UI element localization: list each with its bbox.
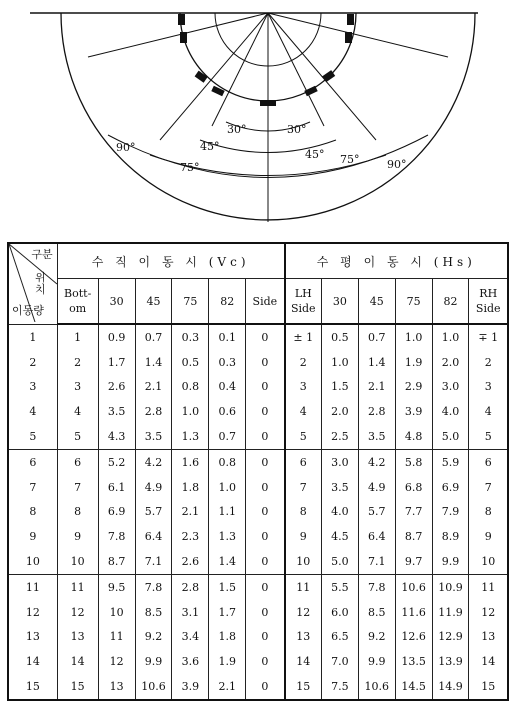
- table-cell: 6: [57, 449, 98, 474]
- table-cell: 0: [246, 674, 285, 700]
- table-cell: 7.5: [321, 674, 358, 700]
- table-cell: 0.7: [135, 324, 172, 350]
- table-cell: 13: [469, 625, 508, 650]
- table-cell: 3.5: [135, 424, 172, 449]
- table-cell: 8.7: [98, 549, 135, 574]
- table-cell: ∓ 1: [469, 324, 508, 350]
- table-cell: 9: [57, 524, 98, 549]
- table-cell: 14: [285, 649, 322, 674]
- table-cell: 6.5: [321, 625, 358, 650]
- row-displacement-cell: 2: [8, 350, 57, 375]
- table-cell: 12.9: [432, 625, 469, 650]
- table-cell: 1.9: [395, 350, 432, 375]
- column-header: Side: [246, 279, 285, 325]
- table-cell: 9.7: [395, 549, 432, 574]
- table-cell: 8.7: [395, 524, 432, 549]
- table-cell: 2.8: [358, 399, 395, 424]
- table-cell: 14: [57, 649, 98, 674]
- table-cell: 11.9: [432, 600, 469, 625]
- table-cell: 7.8: [135, 574, 172, 599]
- table-cell: 2.1: [358, 375, 395, 400]
- table-cell: 7.0: [321, 649, 358, 674]
- table-cell: 2.6: [98, 375, 135, 400]
- table-cell: 6.4: [358, 524, 395, 549]
- table-cell: 1.0: [209, 475, 246, 500]
- table-cell: 1.1: [209, 500, 246, 525]
- table-cell: 10: [57, 549, 98, 574]
- table-cell: 13.9: [432, 649, 469, 674]
- table-cell: 2.3: [172, 524, 209, 549]
- table-cell: 7: [57, 475, 98, 500]
- table-row: [8, 324, 508, 350]
- table-row: [8, 350, 508, 375]
- row-displacement-cell: 11: [8, 574, 57, 599]
- table-cell: 5: [469, 424, 508, 449]
- table-cell: 15: [469, 674, 508, 700]
- row-displacement-cell: 14: [8, 649, 57, 674]
- table-cell: 12: [285, 600, 322, 625]
- table-cell: 2.8: [135, 399, 172, 424]
- row-displacement-cell: 10: [8, 549, 57, 574]
- table-cell: 7: [469, 475, 508, 500]
- table-cell: 5: [57, 424, 98, 449]
- table-cell: 7.8: [98, 524, 135, 549]
- table-row: [8, 399, 508, 424]
- table-cell: 9.9: [135, 649, 172, 674]
- table-cell: 8.5: [358, 600, 395, 625]
- angle-label-far-left: 90°: [116, 141, 136, 154]
- column-header: 30: [98, 279, 135, 325]
- table-cell: 12.6: [395, 625, 432, 650]
- table-cell: 1.4: [209, 549, 246, 574]
- table-cell: 14: [469, 649, 508, 674]
- table-cell: 10.6: [395, 574, 432, 599]
- table-row: [8, 674, 508, 700]
- table-cell: 4: [285, 399, 322, 424]
- row-displacement-cell: 1: [8, 324, 57, 350]
- table-cell: 8: [469, 500, 508, 525]
- table-cell: 1.0: [395, 324, 432, 350]
- table-cell: 0.7: [358, 324, 395, 350]
- table-cell: 3.0: [321, 449, 358, 474]
- table-cell: 6.0: [321, 600, 358, 625]
- table-cell: 0: [246, 375, 285, 400]
- table-cell: 14.5: [395, 674, 432, 700]
- table-cell: 8: [57, 500, 98, 525]
- table-cell: 6.1: [98, 475, 135, 500]
- table-cell: 10: [98, 600, 135, 625]
- table-cell: 12: [469, 600, 508, 625]
- table-cell: 15: [285, 674, 322, 700]
- table-cell: 3: [469, 375, 508, 400]
- table-cell: 11: [469, 574, 508, 599]
- table-cell: 14.9: [432, 674, 469, 700]
- corner-label-position: 위 치: [35, 271, 46, 296]
- table-cell: 1.8: [172, 475, 209, 500]
- table-cell: 11: [57, 574, 98, 599]
- row-displacement-cell: 5: [8, 424, 57, 449]
- table-cell: 7.1: [358, 549, 395, 574]
- angle-label-mid-right: 45°: [305, 148, 325, 161]
- table-cell: 4.9: [358, 475, 395, 500]
- table-cell: 3.9: [172, 674, 209, 700]
- table-cell: 6.9: [98, 500, 135, 525]
- table-cell: 1.0: [432, 324, 469, 350]
- table-cell: 10: [285, 549, 322, 574]
- table-cell: 1.5: [321, 375, 358, 400]
- table-cell: 3.5: [321, 475, 358, 500]
- table-cell: 4.5: [321, 524, 358, 549]
- table-cell: 6: [469, 449, 508, 474]
- table-cell: 4.0: [321, 500, 358, 525]
- table-cell: 8.9: [432, 524, 469, 549]
- table-cell: 5.5: [321, 574, 358, 599]
- column-header: Bott- om: [57, 279, 98, 325]
- table-cell: 9.5: [98, 574, 135, 599]
- table-cell: 11: [285, 574, 322, 599]
- table-cell: 4.0: [432, 399, 469, 424]
- table-cell: 5.0: [432, 424, 469, 449]
- corner-header-cell: [8, 243, 57, 324]
- table-cell: 9.2: [358, 625, 395, 650]
- table-cell: 7.7: [395, 500, 432, 525]
- angle-diagram: [0, 0, 516, 236]
- table-cell: 13.5: [395, 649, 432, 674]
- table-cell: 0: [246, 399, 285, 424]
- table-cell: 13: [98, 674, 135, 700]
- table-cell: 1.6: [172, 449, 209, 474]
- table-cell: 0.3: [172, 324, 209, 350]
- displacement-table: [7, 242, 509, 701]
- table-cell: 6: [285, 449, 322, 474]
- table-cell: 2: [469, 350, 508, 375]
- table-cell: 3.6: [172, 649, 209, 674]
- table-cell: 1.7: [209, 600, 246, 625]
- table-cell: 0: [246, 475, 285, 500]
- corner-label-displacement: 이동량: [12, 304, 44, 317]
- table-cell: 5: [285, 424, 322, 449]
- table-cell: 0: [246, 500, 285, 525]
- table-row: [8, 600, 508, 625]
- table-cell: 3.5: [98, 399, 135, 424]
- table-cell: 8: [285, 500, 322, 525]
- angle-label-inner-left: 30°: [227, 123, 247, 136]
- table-cell: 0.7: [209, 424, 246, 449]
- table-cell: 12: [57, 600, 98, 625]
- table-cell: 0.1: [209, 324, 246, 350]
- table-cell: 13: [57, 625, 98, 650]
- row-displacement-cell: 6: [8, 449, 57, 474]
- column-header: 30: [321, 279, 358, 325]
- column-header: RH Side: [469, 279, 508, 325]
- table-cell: 1.0: [172, 399, 209, 424]
- table-row: [8, 375, 508, 400]
- table-cell: 0.6: [209, 399, 246, 424]
- table-cell: 1.3: [172, 424, 209, 449]
- horizontal-section-title: 수 평 이 동 시 (Hs): [285, 243, 508, 279]
- table-cell: 1.4: [358, 350, 395, 375]
- row-displacement-cell: 3: [8, 375, 57, 400]
- table-cell: 2.0: [432, 350, 469, 375]
- angle-label-outer-left: 75°: [180, 161, 200, 174]
- table-cell: 12: [98, 649, 135, 674]
- table-cell: 0: [246, 600, 285, 625]
- table-cell: 2.1: [135, 375, 172, 400]
- table-cell: 0: [246, 350, 285, 375]
- table-cell: 10.6: [358, 674, 395, 700]
- table-cell: 1.7: [98, 350, 135, 375]
- table-cell: 0: [246, 574, 285, 599]
- angle-label-mid-left: 45°: [200, 140, 220, 153]
- table-cell: 4: [57, 399, 98, 424]
- table-cell: 5.7: [135, 500, 172, 525]
- table-cell: 0.4: [209, 375, 246, 400]
- table-cell: 0: [246, 649, 285, 674]
- table-cell: 4: [469, 399, 508, 424]
- column-header: 82: [209, 279, 246, 325]
- table-cell: 6.4: [135, 524, 172, 549]
- table-cell: 10.9: [432, 574, 469, 599]
- table-cell: 6.9: [432, 475, 469, 500]
- table-cell: 9.2: [135, 625, 172, 650]
- table-cell: 3: [285, 375, 322, 400]
- table-cell: 10.6: [135, 674, 172, 700]
- table-cell: 7.8: [358, 574, 395, 599]
- table-cell: 5.2: [98, 449, 135, 474]
- column-header: 82: [432, 279, 469, 325]
- table-cell: 1.9: [209, 649, 246, 674]
- table-row: [8, 549, 508, 574]
- table-cell: 4.9: [135, 475, 172, 500]
- table-cell: 5.9: [432, 449, 469, 474]
- table-cell: 3: [57, 375, 98, 400]
- column-header: 75: [172, 279, 209, 325]
- table-cell: 3.9: [395, 399, 432, 424]
- table-row: [8, 475, 508, 500]
- table-cell: 3.1: [172, 600, 209, 625]
- table-cell: 1.3: [209, 524, 246, 549]
- row-displacement-cell: 7: [8, 475, 57, 500]
- angle-label-outer-right: 75°: [340, 153, 360, 166]
- row-displacement-cell: 4: [8, 399, 57, 424]
- table-row: [8, 524, 508, 549]
- table-cell: 0.5: [321, 324, 358, 350]
- table-cell: 5.8: [395, 449, 432, 474]
- table-row: [8, 649, 508, 674]
- table-cell: 10: [469, 549, 508, 574]
- table-cell: 7: [285, 475, 322, 500]
- table-cell: 9: [285, 524, 322, 549]
- table-cell: 0: [246, 324, 285, 350]
- row-displacement-cell: 13: [8, 625, 57, 650]
- table-cell: 4.2: [358, 449, 395, 474]
- table-cell: 4.8: [395, 424, 432, 449]
- table-cell: 7.9: [432, 500, 469, 525]
- table-cell: 0.8: [172, 375, 209, 400]
- table-cell: 2: [57, 350, 98, 375]
- table-body: [8, 324, 508, 700]
- angle-label-inner-right: 30°: [287, 123, 307, 136]
- table-cell: 0: [246, 524, 285, 549]
- table-cell: 15: [57, 674, 98, 700]
- table-cell: 0: [246, 449, 285, 474]
- column-header: 45: [135, 279, 172, 325]
- table-cell: 4.3: [98, 424, 135, 449]
- table-cell: 2.6: [172, 549, 209, 574]
- corner-label-category: 구분: [31, 248, 53, 261]
- table-cell: 2.8: [172, 574, 209, 599]
- row-displacement-cell: 8: [8, 500, 57, 525]
- table-cell: 0: [246, 625, 285, 650]
- table-cell: 9.9: [358, 649, 395, 674]
- vertical-section-title: 수 직 이 동 시 (Vc): [57, 243, 284, 279]
- table-cell: 1.4: [135, 350, 172, 375]
- table-cell: 0: [246, 424, 285, 449]
- table-cell: 1.0: [321, 350, 358, 375]
- table-cell: ± 1: [285, 324, 322, 350]
- row-displacement-cell: 9: [8, 524, 57, 549]
- table-row: [8, 574, 508, 599]
- table-cell: 0.9: [98, 324, 135, 350]
- table-row: [8, 424, 508, 449]
- table-cell: 4.2: [135, 449, 172, 474]
- table-cell: 5.0: [321, 549, 358, 574]
- table-cell: 6.8: [395, 475, 432, 500]
- table-cell: 0.3: [209, 350, 246, 375]
- table-row: [8, 500, 508, 525]
- table-cell: 11: [98, 625, 135, 650]
- table-cell: 2.9: [395, 375, 432, 400]
- row-displacement-cell: 15: [8, 674, 57, 700]
- row-displacement-cell: 12: [8, 600, 57, 625]
- table-cell: 3.4: [172, 625, 209, 650]
- table-cell: 3.5: [358, 424, 395, 449]
- table-cell: 1: [57, 324, 98, 350]
- table-cell: 3.0: [432, 375, 469, 400]
- table-row: [8, 625, 508, 650]
- table-row: [8, 449, 508, 474]
- angle-label-far-right: 90°: [387, 158, 407, 171]
- column-header: 45: [358, 279, 395, 325]
- table-cell: 5.7: [358, 500, 395, 525]
- table-cell: 7.1: [135, 549, 172, 574]
- table-cell: 13: [285, 625, 322, 650]
- table-cell: 0.5: [172, 350, 209, 375]
- table-cell: 8.5: [135, 600, 172, 625]
- table-cell: 1.8: [209, 625, 246, 650]
- table-cell: 2.1: [209, 674, 246, 700]
- table-cell: 2: [285, 350, 322, 375]
- table-cell: 11.6: [395, 600, 432, 625]
- table-cell: 9.9: [432, 549, 469, 574]
- column-header: 75: [395, 279, 432, 325]
- table-cell: 0: [246, 549, 285, 574]
- table-cell: 2.1: [172, 500, 209, 525]
- table-cell: 9: [469, 524, 508, 549]
- table-cell: 2.0: [321, 399, 358, 424]
- column-header: LH Side: [285, 279, 322, 325]
- table-cell: 1.5: [209, 574, 246, 599]
- table-cell: 2.5: [321, 424, 358, 449]
- table-cell: 0.8: [209, 449, 246, 474]
- column-header-row: [8, 279, 508, 325]
